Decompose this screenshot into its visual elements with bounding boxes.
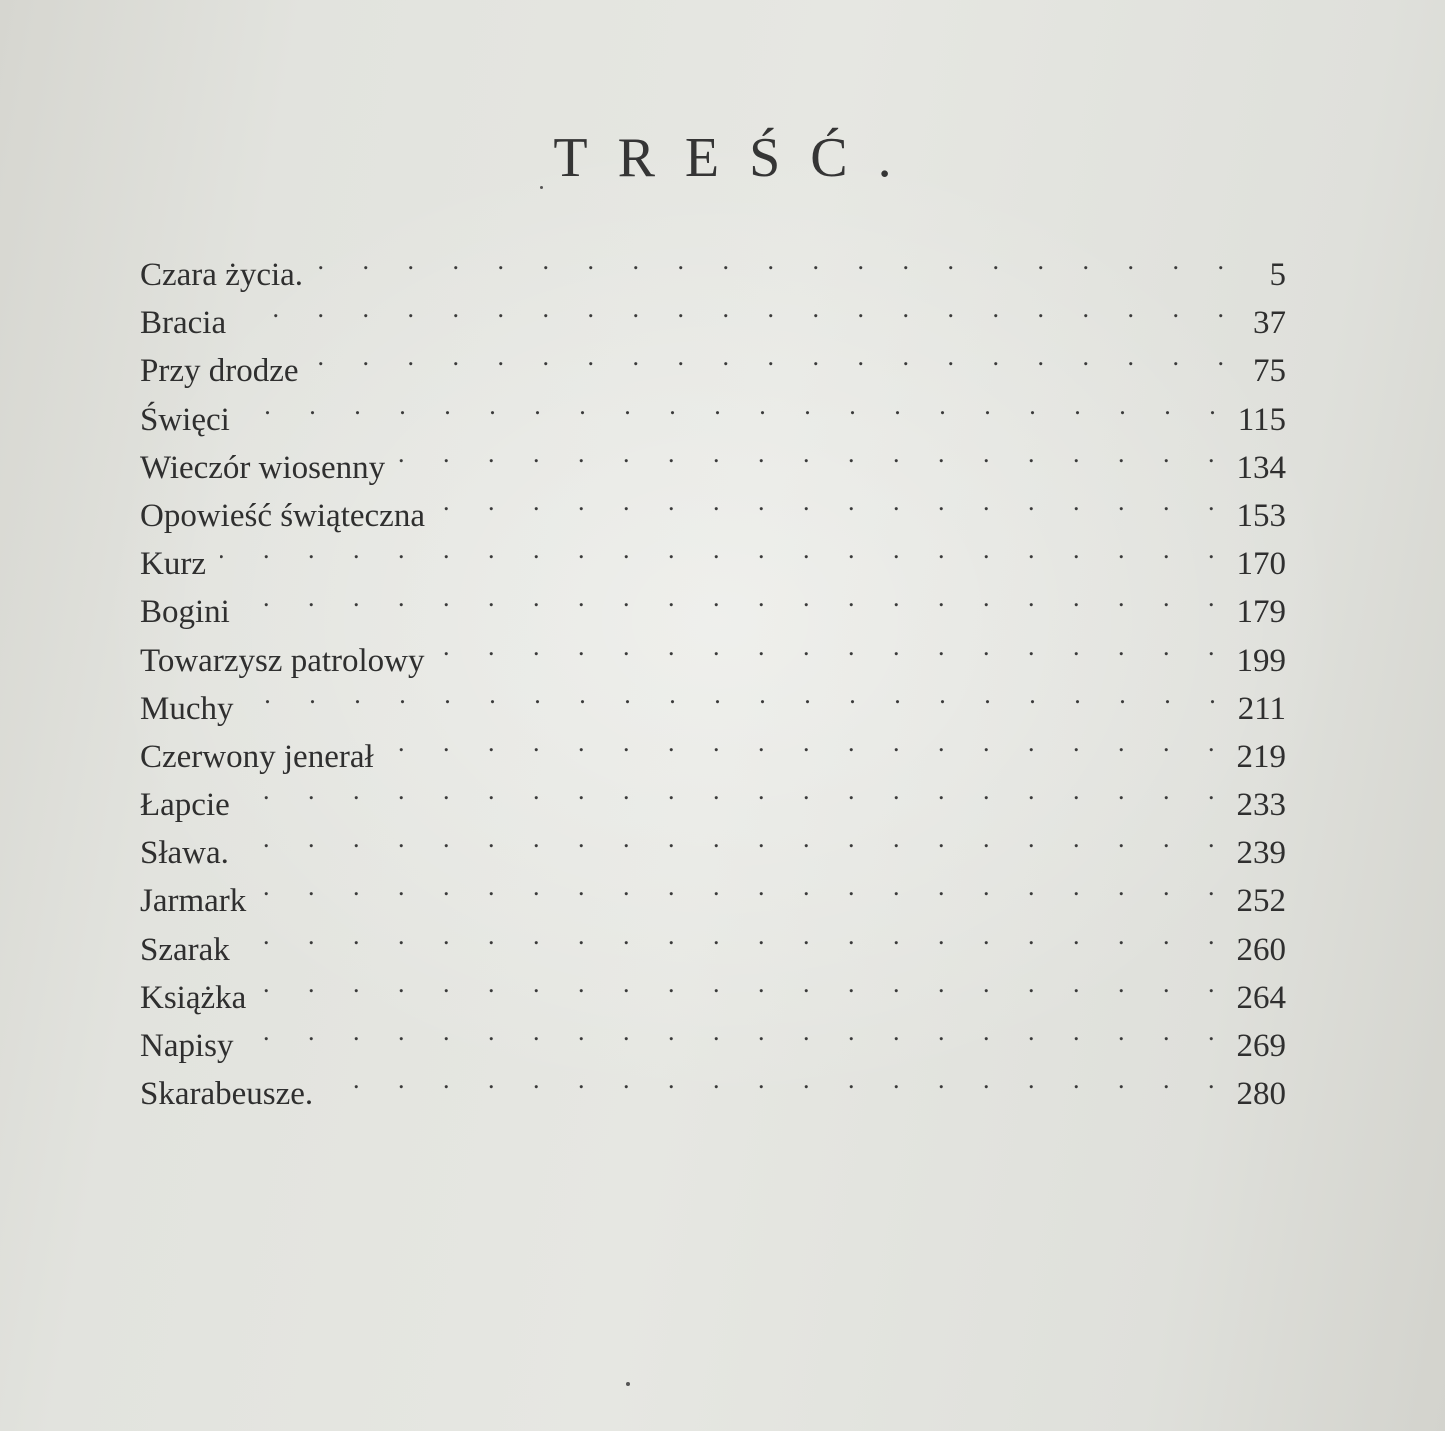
- dot-leader: [313, 333, 1240, 381]
- contents-heading: TREŚĆ.: [553, 127, 922, 189]
- dot-leader: [327, 1056, 1230, 1104]
- toc-entry-page: 170: [1236, 546, 1286, 583]
- toc-entry-page: 37: [1253, 305, 1286, 342]
- toc-entry: [140, 237, 1286, 293]
- paper-speck: [540, 186, 543, 189]
- toc-entry-page: 75: [1253, 353, 1286, 390]
- toc-entry: [140, 526, 1286, 583]
- toc-entry-page: 252: [1236, 883, 1286, 920]
- toc-entry: [140, 719, 1286, 775]
- dot-leader: [243, 815, 1231, 863]
- toc-entry-title: Bogini: [140, 594, 230, 631]
- paper-speck: [626, 1382, 630, 1386]
- toc-entry: [140, 960, 1286, 1016]
- toc-entry-title: Książka: [140, 979, 247, 1016]
- toc-entry-page: 5: [1269, 257, 1286, 293]
- toc-entry: [140, 912, 1286, 968]
- dot-leader: [439, 478, 1231, 526]
- toc-entry-page: 153: [1236, 497, 1286, 534]
- toc-entry: [140, 1056, 1286, 1113]
- toc-entry-page: 264: [1236, 979, 1286, 1016]
- toc-entry-title: Skarabeusze.: [140, 1076, 314, 1113]
- toc-entry-page: 179: [1236, 594, 1286, 631]
- toc-entry-page: 260: [1236, 931, 1286, 968]
- toc-entry: [140, 815, 1286, 872]
- toc-entry-title: Przy drodze: [140, 353, 299, 390]
- toc-entry-title: Kurz: [140, 546, 206, 583]
- toc-entry-title: Bracia: [140, 305, 227, 342]
- toc-entry-title: Towarzysz patrolowy: [140, 642, 425, 679]
- toc-entry-title: Jarmark: [140, 883, 247, 920]
- toc-entry: [140, 382, 1286, 438]
- dot-leader: [240, 285, 1240, 333]
- toc-entry-title: Opowieść świąteczna: [140, 497, 425, 534]
- toc-entry-page: 239: [1236, 835, 1286, 872]
- dot-leader: [317, 237, 1240, 285]
- dot-leader: [244, 767, 1231, 815]
- dot-leader: [244, 912, 1231, 960]
- toc-entry: [140, 767, 1286, 824]
- toc-entry-page: 219: [1236, 738, 1286, 775]
- toc-entry-page: 280: [1236, 1076, 1286, 1113]
- dot-leader: [260, 960, 1230, 1008]
- toc-entry: [140, 430, 1286, 486]
- toc-entry: [140, 671, 1286, 727]
- toc-entry: [140, 1008, 1286, 1064]
- toc-entry: [140, 333, 1286, 390]
- toc-entry-page: 134: [1236, 449, 1286, 486]
- toc-entry-title: Święci: [140, 401, 230, 438]
- dot-leader: [388, 719, 1231, 767]
- table-of-contents: [140, 237, 1286, 1113]
- toc-entry-page: 199: [1236, 642, 1286, 679]
- toc-entry-page: 211: [1237, 690, 1286, 727]
- toc-entry-title: Wieczór wiosenny: [140, 449, 386, 486]
- toc-entry-title: Napisy: [140, 1028, 234, 1064]
- toc-entry: [140, 623, 1286, 679]
- dot-leader: [439, 623, 1231, 671]
- toc-entry-title: Szarak: [140, 931, 230, 968]
- dot-leader: [248, 1008, 1231, 1056]
- toc-entry-title: Muchy: [140, 690, 234, 727]
- dot-leader: [260, 863, 1230, 911]
- toc-entry: [140, 285, 1286, 342]
- dot-leader: [248, 671, 1232, 719]
- toc-entry-page: 115: [1237, 401, 1286, 438]
- toc-entry-title: Czerwony jenerał: [140, 738, 374, 775]
- toc-entry-title: Sława.: [140, 835, 229, 872]
- dot-leader: [244, 574, 1231, 622]
- toc-entry: [140, 574, 1286, 631]
- toc-entry-page: 269: [1236, 1028, 1286, 1064]
- toc-entry-title: Łapcie: [140, 787, 230, 824]
- dot-leader: [399, 430, 1230, 478]
- dot-leader: [244, 382, 1232, 430]
- toc-entry-title: Czara życia.: [140, 257, 304, 293]
- toc-entry-page: 233: [1236, 787, 1286, 824]
- toc-entry: [140, 863, 1286, 920]
- dot-leader: [220, 526, 1231, 574]
